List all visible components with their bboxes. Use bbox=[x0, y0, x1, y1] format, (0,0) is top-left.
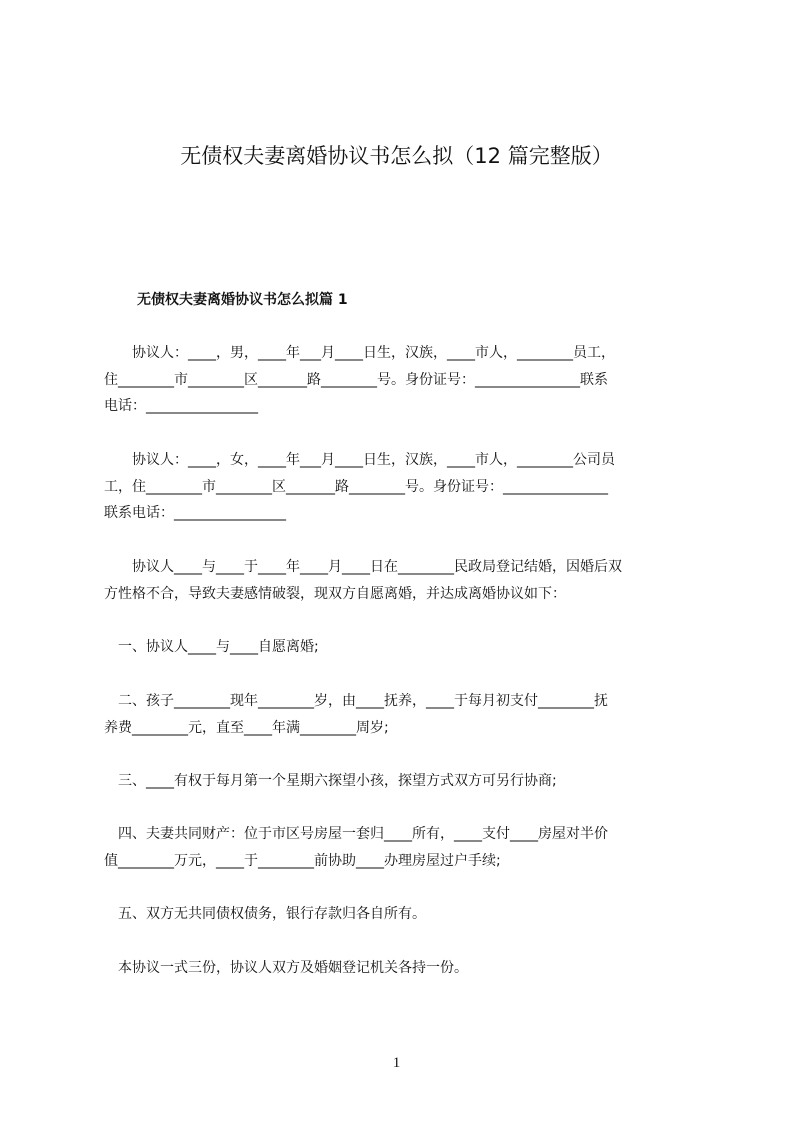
paragraph-line: 协议人：____，男，____年___月____日生，汉族，____市人，________员工， bbox=[104, 345, 615, 361]
party-one-paragraph bbox=[104, 340, 704, 420]
paragraph-line: 三、____有权于每月第一个星期六探望小孩，探望方式双方可另行协商; bbox=[104, 773, 557, 789]
clause-two bbox=[104, 688, 704, 741]
copies-clause bbox=[104, 955, 704, 982]
paragraph-line: 本协议一式三份，协议人双方及婚姻登记机关各持一份。 bbox=[104, 960, 468, 976]
paragraph-line: 住________市________区_______路________号。身份证号：_______________联系 bbox=[104, 371, 608, 388]
paragraph-line: 二、孩子________现年________岁，由____抚养，____于每月初支付________抚 bbox=[104, 693, 608, 709]
paragraph-line: 方性格不合，导致夫妻感情破裂，现双方自愿离婚，并达成离婚协议如下： bbox=[104, 585, 566, 602]
party-two-paragraph bbox=[104, 447, 704, 527]
document-title: 无债权夫妻离婚协议书怎么拟（12 篇完整版） bbox=[180, 144, 613, 168]
paragraph-line: 联系电话：________________ bbox=[104, 505, 286, 521]
paragraph-line: 协议人：____，女，____年___月____日生，汉族，____市人，________公司员 bbox=[104, 452, 615, 468]
paragraph-line: 一、协议人____与____自愿离婚; bbox=[104, 639, 319, 655]
marriage-paragraph bbox=[104, 554, 704, 607]
page-number: 1 bbox=[392, 1055, 401, 1071]
paragraph-line: 值________万元，____于________前协助____办理房屋过户手续; bbox=[104, 852, 501, 869]
clause-three bbox=[104, 768, 704, 795]
paragraph-line: 工，住________市________区_______路________号。身份证号：_______________ bbox=[104, 478, 608, 495]
clause-five bbox=[104, 901, 704, 928]
section-heading: 无债权夫妻离婚协议书怎么拟篇 1 bbox=[137, 292, 348, 308]
paragraph-line: 养费________元，直至____年满________周岁; bbox=[104, 719, 389, 736]
paragraph-line: 协议人____与____于____年____月____日在________民政局登记结婚，因婚后双 bbox=[104, 559, 622, 575]
paragraph-line: 电话：________________ bbox=[104, 398, 258, 414]
clause-four bbox=[104, 821, 704, 874]
clause-one bbox=[104, 634, 704, 661]
paragraph-line: 五、双方无共同债权债务，银行存款归各自所有。 bbox=[104, 906, 426, 922]
paragraph-line: 四、夫妻共同财产：位于市区号房屋一套归____所有，____支付____房屋对半价 bbox=[104, 826, 608, 842]
